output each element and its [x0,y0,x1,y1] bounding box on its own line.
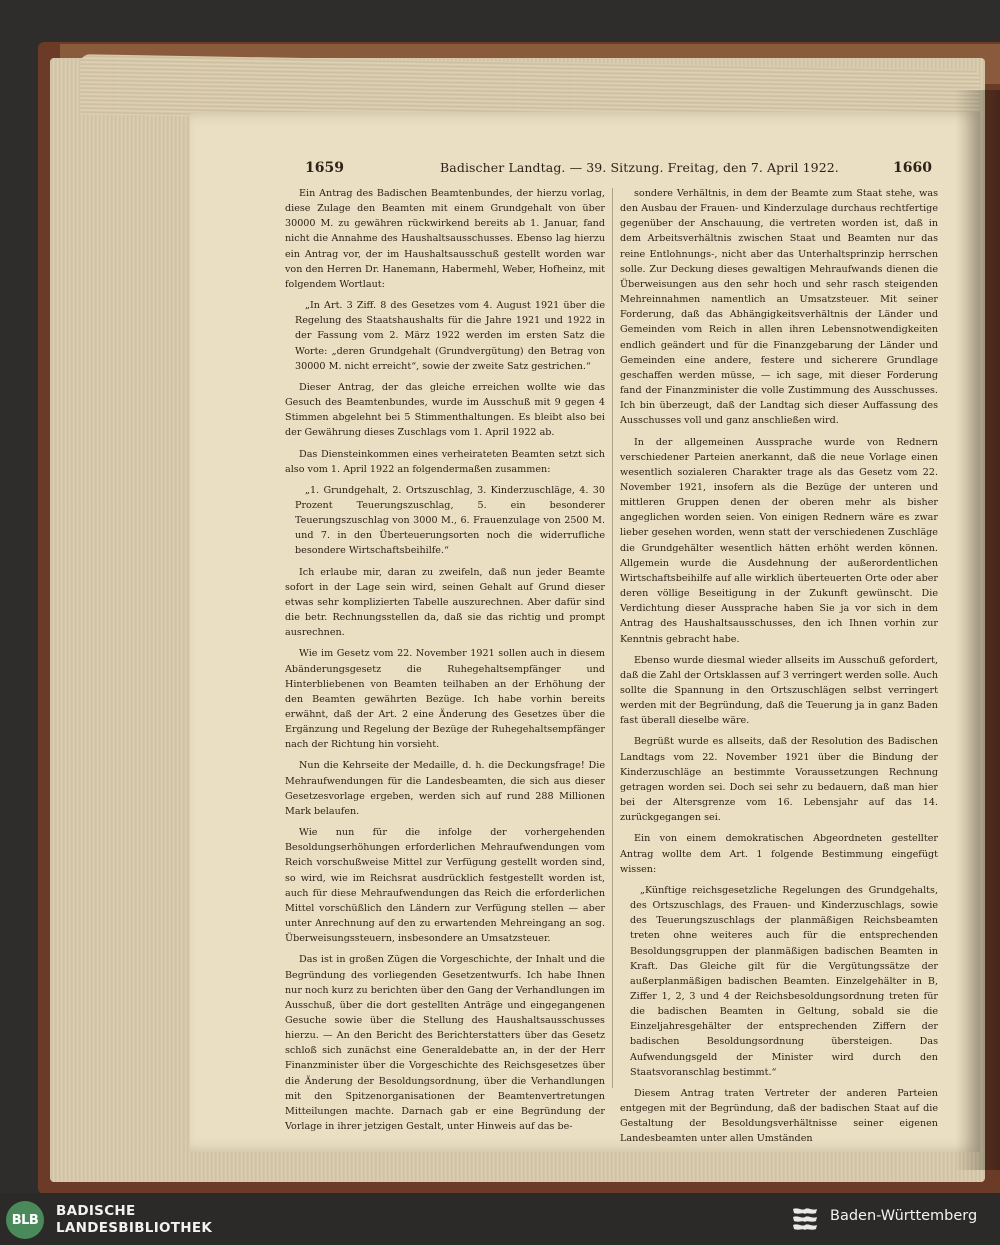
page-number-left: 1659 [305,160,344,176]
paragraph: Nun die Kehrseite der Medaille, d. h. die Deckungsfrage! Die Mehraufwendungen für die Landesbeamten, die sich aus dieser Gesetzesvorlage ergeben, werden sich auf rund 288 Millionen Mark belaufen. [285,760,605,817]
quoted-paragraph: „In Art. 3 Ziff. 8 des Gesetzes vom 4. August 1921 über die Regelung des Staatshaushalts für die Jahre 1921 und 1922 in der Fassung vom 2. März 1922 werden im ersten Satz die Worte: „deren Grundgehalt (Grundvergütung) den Betrag von 30000 M. nicht erreicht“, sowie der zweite Satz gestrichen.“ [295,300,605,372]
paragraph: Das Diensteinkommen eines verheirateten Beamten setzt sich also vom 1. April 1922 an folgendermaßen zusammen: [285,448,605,475]
page-number-right: 1660 [893,160,932,176]
paragraph: Ebenso wurde diesmal wieder allseits im Ausschuß gefordert, daß die Zahl der Ortsklassen auf 3 verringert werden solle. Auch sollte die Spannung in den Ortszuschlägen selbst verringert werden mit der Begründung, daß die Teuerung ja in ganz Baden fast überall dieselbe wäre. [620,654,938,727]
coat-of-arms-icon[interactable] [790,1205,820,1233]
blb-wordmark[interactable] [56,1203,212,1237]
quoted-paragraph: „1. Grundgehalt, 2. Ortszuschlag, 3. Kinderzuschläge, 4. 30 Prozent Teuerungszuschlag, 5. ein besonderer Teuerungszuschlag von 3000 M., 6. Frauenzulage von 2500 M. und 7. in den Überteuerungsorten noch die widerrufliche besondere Wirtschaftsbeihilfe.“ [295,484,605,557]
blb-line-2: LANDESBIBLIOTHEK [56,1220,213,1236]
running-title: Badischer Landtag. — 39. Sitzung. Freitag, den 7. April 1922. [440,160,839,175]
blb-line-1: BADISCHE [56,1203,136,1219]
paragraph: Das ist in großen Zügen die Vorgeschichte, der Inhalt und die Begründung des vorliegenden Gesetzentwurfs. Ich habe Ihnen nur noch kurz zu berichten über den Gang der Verhandlungen im Ausschuß, über die dort gestellten Anträge und eingegangenen Gesuche sowie über die Stellung des Haushaltsausschusses hierzu. — An den Bericht des Berichterstatters über das Gesetz schloß sich zunächst eine Generaldebatte an, in der der Herr Finanzminister über die Vorgeschichte des Reichsgesetzes über die Änderung der Besoldungsordnung, über die Verhandlungen mit den Spitzenorganisationen der Beamtenvertretungen Mitteilungen machte. Darnach gab er eine Begründung der Vorlage in ihrer jetzigen Gestalt, unter Hinweis auf das be- [285,954,605,1133]
blb-logo-icon[interactable]: BLB [6,1201,44,1239]
paragraph: sondere Verhältnis, in dem der Beamte zum Staat stehe, was den Ausbau der Frauen- und Kinderzulage durchaus rechtfertige gegenüber der Anschauung, die vertreten worden ist, daß in dem Arbeitsverhältnis zwischen Staat und Beamten nur das reine Entlohnungs-, nicht aber das Unterhaltsprinzip herrschen solle. Zur Deckung dieses gewaltigen Mehraufwands dienen die Überweisungen aus den sehr hoch und sehr rasch steigenden Mehreinnahmen namentlich an Umsatzsteuer. Mit seiner Forderung, daß das Abhängigkeitsverhältnis der Länder und Gemeinden vom Reich in allen ihren Lebensnotwendigkeiten endlich geändert und für die Finanzgebarung der Länder und Gemeinden eine andere, festere und sicherere Grundlage geschaffen werden müsse, — ich sage, mit dieser Forderung fand der Finanzminister die volle Zustimmung des Ausschusses. Ich bin überzeugt, daß der Landtag sich dieser Auffassung des Ausschusses voll und ganz anschließen wird. [620,188,938,427]
paragraph: Ein Antrag des Badischen Beamtenbundes, der hierzu vorlag, diese Zulage den Beamten mit einem Grundgehalt von über 30000 M. zu gewähren rückwirkend bereits ab 1. Januar, fand nicht die Annahme des Haushaltsausschusses. Ebenso lag hierzu ein Antrag vor, der im Haushaltsausschuß gestellt worden war von den Herren Dr. Hanemann, Habermehl, Weber, Hofheinz, mit folgendem Wortlaut: [285,188,605,290]
paragraph: Begrüßt wurde es allseits, daß der Resolution des Badischen Landtags vom 22. November 1921 über die Bindung der Kinderzuschläge an bestimmte Voraussetzungen Rechnung getragen worden sei. Doch sei sehr zu bedauern, daß man hier bei der Altersgrenze vom 16. Lebensjahr auf das 14. zurückgegangen sei. [620,736,938,824]
quoted-paragraph: „Künftige reichsgesetzliche Regelungen des Grundgehalts, des Ortszuschlags, des Frauen- und Kinderzuschlags, sowie des Teuerungszuschlags der planmäßigen Reichsbeamten treten ohne weiteres auch für die entsprechenden Besoldungsgruppen der planmäßigen badischen Beamten in Kraft. Das Gleiche gilt für die Vergütungssätze der außerplanmäßigen badischen Beamten. Einzelgehälter in B, Ziffer 1, 2, 3 und 4 der Reichsbesoldungsordnung treten für die badischen Beamten in Geltung, sobald sie die Einzeljahresgehälter der entsprechenden Ziffern der badischen Besoldungsordnung übersteigen. Das Aufwendungsgeld der Minister wird durch den Staatsvoranschlag bestimmt.“ [630,884,938,1078]
gutter-shadow [955,90,1000,1170]
paragraph: Wie nun für die infolge der vorhergehenden Besoldungserhöhungen erforderlichen Mehraufwendungen vom Reich vorschußweise Mittel zur Verfügung gestellt worden sind, so wird, wie im Reichsrat ausdrücklich festgestellt worden ist, auch für diese Mehraufwendungen das Reich die erforderlichen Mittel vorschüßlich den Ländern zur Verfügung stellen — aber unter Anrechnung auf den zu erwartenden Mehreingang an sog. Überweisungssteuern, insbesondere an Umsatzsteuer. [285,827,605,945]
text-column-right [620,186,938,1153]
column-divider [612,188,613,1088]
footer-bar [0,1193,1000,1245]
paragraph: Wie im Gesetz vom 22. November 1921 sollen auch in diesem Abänderungsgesetz die Ruhegehaltsempfänger und Hinterbliebenen von Beamten teilhaben an der Erhöhung der den Beamten gewährten Bezüge. Ich habe vorhin bereits erwähnt, daß der Art. 2 eine Änderung des Gesetzes über die Ergänzung und Regelung der Bezüge der Ruhegehaltsempfänger nach der Richtung hin vorsieht. [285,648,605,751]
bw-wordmark[interactable]: Baden-Württemberg [830,1208,978,1224]
paragraph: Diesem Antrag traten Vertreter der anderen Parteien entgegen mit der Begründung, daß der badischen Staat auf die Gestaltung der Besoldungsverhältnisse seiner eigenen Landesbeamten unter allen Umständen [620,1087,938,1145]
text-column-left [285,186,605,1140]
paragraph: Ein von einem demokratischen Abgeordneten gestellter Antrag wollte dem Art. 1 folgende Bestimmung eingefügt wissen: [620,833,938,875]
paragraph: In der allgemeinen Aussprache wurde von Rednern verschiedener Parteien anerkannt, daß die neue Vorlage einen wesentlich sozialeren Charakter trage als das Gesetz vom 22. November 1921, insofern als die Bezüge der unteren und mittleren Gruppen denen der oberen mehr als bisher angeglichen worden seien. Von einigen Rednern wäre es zwar lieber gesehen worden, wenn statt der verschiedenen Zuschläge die Grundgehälter wesentlich hätten erhöht werden können. Allgemein wurde die Ausdehnung der außerordentlichen Wirtschaftsbeihilfe auf alle wirklich überteuerten Orte oder aber deren völlige Beseitigung in der Zukunft gewünscht. Die Verdichtung dieser Aussprache haben Sie ja vor sich in dem Antrag des Haushaltsausschusses, den ich Ihnen vorhin zur Kenntnis gebracht habe. [620,436,938,645]
paragraph: Dieser Antrag, der das gleiche erreichen wollte wie das Gesuch des Beamtenbundes, wurde im Ausschuß mit 9 gegen 4 Stimmen abgelehnt bei 5 Stimmenthaltungen. Es bleibt also bei der Gewährung dieses Zuschlags vom 1. April 1922 ab. [285,381,605,439]
paragraph: Ich erlaube mir, daran zu zweifeln, daß nun jeder Beamte sofort in der Lage sein wird, seinen Gehalt auf Grund dieser etwas sehr komplizierten Tabelle auszurechnen. Aber dafür sind die betr. Rechnungsstellen da, daß sie das richtig und prompt ausrechnen. [285,566,605,639]
